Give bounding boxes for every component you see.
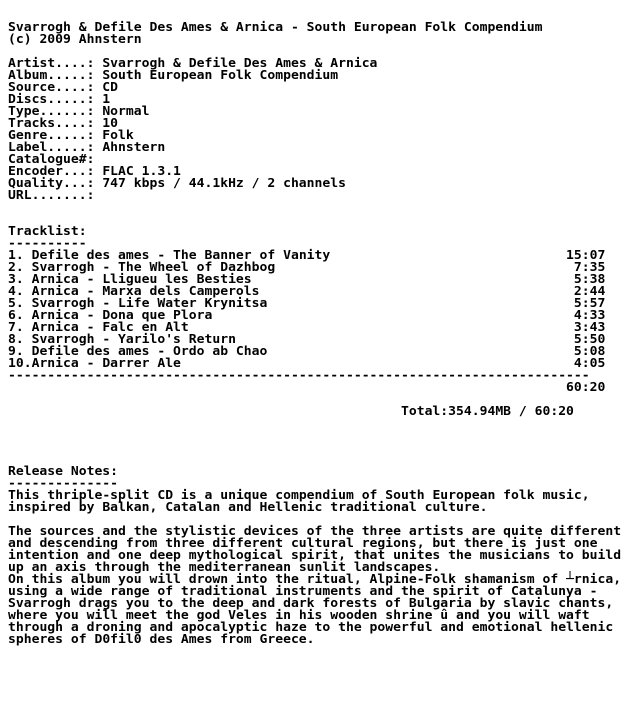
text-line: 8. Svarrogh - Yarilo's Return 5:50 (8, 332, 606, 347)
text-line: ---------- (8, 236, 87, 251)
text-line: 10.Arnica - Darrer Ale 4:05 (8, 356, 606, 371)
text-line: intention and one deep mythological spirit, that unites the musicians to build (8, 548, 622, 563)
text-line: Catalogue#: (8, 152, 95, 167)
text-line: 2. Svarrogh - The Wheel of Dazhbog 7:35 (8, 260, 606, 275)
text-line: up an axis through the mediterranean sunlit landscapes. (8, 560, 441, 575)
text-line: 4. Arnica - Marxa dels Camperols 2:44 (8, 284, 606, 299)
text-line: through a droning and apocalyptic haze to the powerful and emotional hellenic (8, 620, 614, 635)
text-line: 7. Arnica - Falc en Alt 3:43 (8, 320, 606, 335)
text-line: Svarrogh & Defile Des Ames & Arnica - South European Folk Compendium (8, 20, 543, 35)
text-line: Discs.....: 1 (8, 92, 111, 107)
text-line: Svarrogh drags you to the deep and dark forests of Bulgaria by slavic chants, (8, 596, 614, 611)
text-line: Tracklist: (8, 224, 87, 239)
text-line: Type......: Normal (8, 104, 150, 119)
text-line: On this album you will drown into the ritual, Alpine-Folk shamanism of ┴rnica, (8, 572, 622, 587)
text-line: -------------- (8, 476, 119, 491)
text-line: 5. Svarrogh - Life Water Krynitsa 5:57 (8, 296, 606, 311)
text-line: using a wide range of traditional instruments and the spirit of Catalunya - (8, 584, 598, 599)
text-line: and descending from three different cultural regions, but there is just one (8, 536, 598, 551)
text-line: -------------------------------------------------------------------------- (8, 368, 590, 383)
text-line: Source....: CD (8, 80, 119, 95)
text-line: inspired by Balkan, Catalan and Hellenic traditional culture. (8, 500, 488, 515)
text-line: 6. Arnica - Dona que Plora 4:33 (8, 308, 606, 323)
text-line: The sources and the stylistic devices of the three artists are quite different (8, 524, 622, 539)
text-line: Encoder...: FLAC 1.3.1 (8, 164, 181, 179)
text-line: Artist....: Svarrogh & Defile Des Ames & Arnica (8, 56, 378, 71)
text-line: Tracks....: 10 (8, 116, 119, 131)
text-line: spheres of D0fil0 des Ames from Greece. (8, 632, 315, 647)
text-line: (c) 2009 Ahnstern (8, 32, 142, 47)
text-line: 1. Defile des ames - The Banner of Vanity 15:07 (8, 248, 606, 263)
text-line: 3. Arnica - Lligueu les Besties 5:38 (8, 272, 606, 287)
text-line: Album.....: South European Folk Compendium (8, 68, 339, 83)
text-line: Quality...: 747 kbps / 44.1kHz / 2 channels (8, 176, 346, 191)
text-line: 9. Defile des ames - Ordo ab Chao 5:08 (8, 344, 606, 359)
text-line: URL.......: (8, 188, 95, 203)
text-line: Total:354.94MB / 60:20 (8, 404, 574, 419)
text-line: Label.....: Ahnstern (8, 140, 166, 155)
text-line: 60:20 (8, 380, 606, 395)
text-line: This thriple-split CD is a unique compendium of South European folk music, (8, 488, 590, 503)
text-line: Genre.....: Folk (8, 128, 134, 143)
text-line: where you will meet the god Veles in his wooden shrine û and you will waft (8, 608, 590, 623)
text-line: Release Notes: (8, 464, 119, 479)
